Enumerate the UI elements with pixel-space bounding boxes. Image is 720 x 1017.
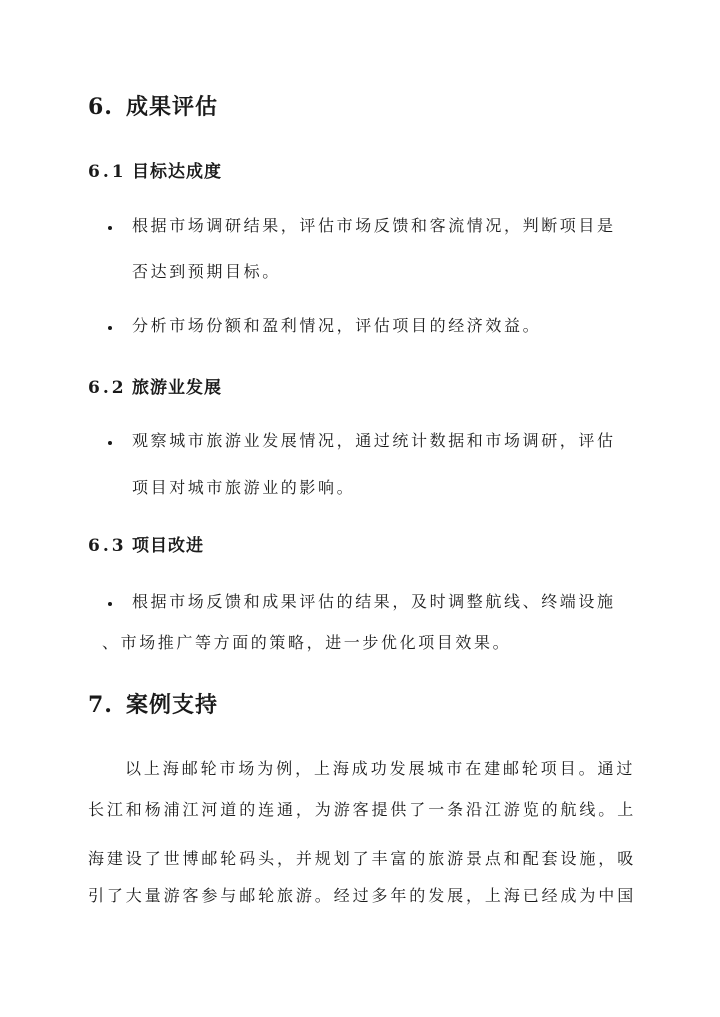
bullet-line: 观察城市旅游业发展情况，通过统计数据和市场调研，评估 xyxy=(132,431,616,450)
section-6-title: 成果评估 xyxy=(126,94,219,120)
bullet-dot xyxy=(108,226,112,230)
section-7-heading xyxy=(88,688,218,719)
subsection-6-1-heading xyxy=(88,157,222,182)
bullet-line: 分析市场份额和盈利情况，评估项目的经济效益。 xyxy=(132,316,542,335)
section-7-number: 7. xyxy=(88,692,113,718)
subsection-6-2-title: 旅游业发展 xyxy=(132,378,222,398)
bullet-dot xyxy=(108,326,112,330)
subsection-6-2-heading xyxy=(88,373,222,398)
subsection-6-3-title: 项目改进 xyxy=(132,536,204,556)
paragraph-line: 长江和杨浦江河道的连通，为游客提供了一条沿江游览的航线。上 xyxy=(88,800,637,819)
section-6-heading xyxy=(88,90,218,121)
bullet-line: 项目对城市旅游业的影响。 xyxy=(132,478,356,497)
paragraph-line: 以上海邮轮市场为例，上海成功发展城市在建邮轮项目。通过 xyxy=(125,759,636,778)
bullet-dot xyxy=(108,602,112,606)
bullet-line: 根据市场反馈和成果评估的结果，及时调整航线、终端设施 xyxy=(132,592,616,611)
paragraph-line: 海建设了世博邮轮码头，并规划了丰富的旅游景点和配套设施，吸 xyxy=(88,849,637,868)
subsection-6-3-heading xyxy=(88,531,204,556)
paragraph-line: 引了大量游客参与邮轮旅游。经过多年的发展，上海已经成为中国 xyxy=(88,886,637,905)
subsection-6-2-number: 6.2 xyxy=(88,378,127,398)
bullet-dot xyxy=(108,441,112,445)
section-6-number: 6. xyxy=(88,94,113,120)
bullet-line: 根据市场调研结果，评估市场反馈和客流情况，判断项目是 xyxy=(132,216,616,235)
subsection-6-3-number: 6.3 xyxy=(88,536,127,556)
bullet-line: 否达到预期目标。 xyxy=(132,262,281,281)
subsection-6-1-number: 6.1 xyxy=(88,162,127,182)
bullet-line: 、市场推广等方面的策略，进一步优化项目效果。 xyxy=(102,633,512,652)
section-7-title: 案例支持 xyxy=(126,692,219,718)
subsection-6-1-title: 目标达成度 xyxy=(132,162,222,182)
